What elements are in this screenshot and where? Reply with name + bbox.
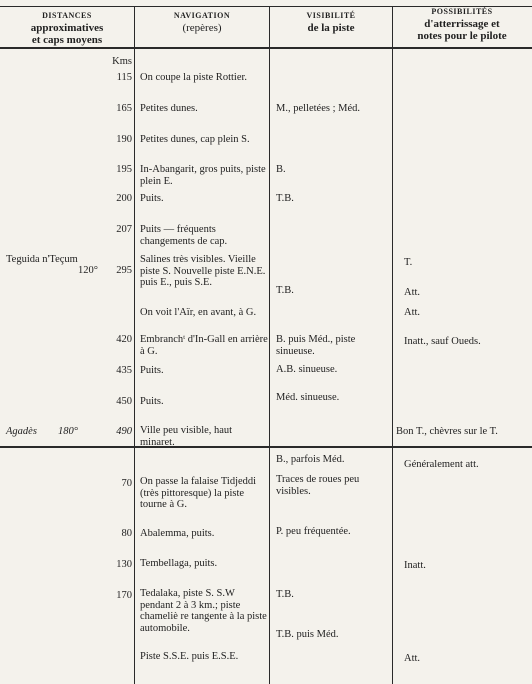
- vis-text: M., pelletées ; Méd.: [276, 103, 360, 114]
- nav-text: Salines très visibles. Vieille piste S. Nouvelle piste E.N.E. puis E., puis S.E.: [140, 254, 266, 288]
- vis-text: A.B. sinueuse.: [276, 364, 338, 375]
- landing-note: Généralement att.: [404, 459, 479, 470]
- header-distances: [2, 10, 132, 46]
- km-value: 165: [116, 103, 132, 114]
- km-value: 295: [116, 265, 132, 276]
- km-value: 420: [116, 334, 132, 345]
- header-possibilities-title: POSSIBILITÉS: [431, 7, 493, 16]
- header-navigation: [136, 10, 268, 34]
- vis-text: Traces de roues peu visibles.: [276, 474, 360, 497]
- km-value: 190: [116, 134, 132, 145]
- vis-text: T.B.: [276, 589, 294, 600]
- nav-text: Abalemma, puits.: [140, 528, 215, 539]
- km-value: 207: [116, 224, 132, 235]
- km-value: 130: [116, 559, 132, 570]
- vis-text: P. peu fréquentée.: [276, 526, 351, 537]
- header-distances-title: DISTANCES: [42, 11, 92, 20]
- vis-text: T.B. puis Méd.: [276, 629, 339, 640]
- column-rule-2: [269, 6, 270, 684]
- header-visibility-title: VISIBILITÉ: [306, 11, 356, 20]
- nav-text: Piste S.S.E. puis E.S.E.: [140, 651, 239, 662]
- landing-note: Att.: [404, 307, 421, 318]
- landing-note: Inatt., sauf Oueds.: [404, 336, 481, 347]
- vis-text: B. puis Méd., piste sinueuse.: [276, 334, 356, 357]
- nav-text: Puits — fréquents changements de cap.: [140, 224, 228, 247]
- nav-text: On voit l'Aïr, en avant, à G.: [140, 307, 257, 318]
- header-distances-sub1: approximatives: [30, 22, 104, 34]
- vis-text: B.: [276, 164, 286, 175]
- header-navigation-title: NAVIGATION: [173, 11, 231, 20]
- landing-note: T.: [404, 257, 413, 268]
- nav-text: Tembellaga, puits.: [140, 558, 218, 569]
- nav-text: Ville peu visible, haut minaret.: [140, 425, 233, 448]
- nav-text: Puits.: [140, 193, 164, 204]
- km-value: 450: [116, 396, 132, 407]
- nav-text: On passe la falaise Tidjeddi (très pittoresque) la piste tourne à G.: [140, 476, 257, 510]
- km-value: 200: [116, 193, 132, 204]
- km-value: 115: [116, 72, 132, 83]
- column-rule-1: [134, 6, 135, 684]
- nav-text: Puits.: [140, 396, 164, 407]
- landing-note: Att.: [404, 287, 421, 298]
- km-value: 80: [121, 528, 132, 539]
- nav-text: On coupe la piste Rottier.: [140, 72, 248, 83]
- unit-label: Kms: [112, 56, 132, 67]
- km-value: 170: [116, 590, 132, 601]
- km-value: 195: [116, 164, 132, 175]
- header-distances-sub2: et caps moyens: [31, 34, 103, 46]
- cap-value: 120°: [78, 265, 98, 276]
- nav-text: Petites dunes, cap plein S.: [140, 134, 250, 145]
- place-name: Agadès: [6, 426, 37, 437]
- header-visibility-sub: de la piste: [307, 22, 355, 34]
- vis-text: T.B.: [276, 285, 294, 296]
- vis-text: T.B.: [276, 193, 294, 204]
- header-navigation-sub: (repères): [182, 22, 222, 34]
- km-value: 435: [116, 365, 132, 376]
- landing-note: Att.: [404, 653, 421, 664]
- place-name: Teguida n'Teçum: [6, 254, 78, 265]
- landing-note: Inatt.: [404, 560, 426, 571]
- nav-text: Tedalaka, piste S. S.W pendant 2 à 3 km.; piste chameliè re tangente à la piste automobile.: [140, 588, 267, 634]
- nav-text: Puits.: [140, 365, 164, 376]
- cap-value: 180°: [58, 426, 78, 437]
- vis-text: B., parfois Méd.: [276, 454, 345, 465]
- nav-text: Embranchᵗ d'In-Gall en arrière à G.: [140, 334, 268, 357]
- header-possibilities: [393, 6, 531, 42]
- vis-text: Méd. sinueuse.: [276, 392, 340, 403]
- km-value: 490: [116, 426, 132, 437]
- nav-text: Petites dunes.: [140, 103, 198, 114]
- header-possibilities-sub2: notes pour le pilote: [417, 30, 507, 42]
- column-rule-3: [392, 6, 393, 684]
- header-rule: [0, 47, 532, 49]
- header-possibilities-sub1: d'atterrissage et: [424, 18, 500, 30]
- nav-text: In-Abangarit, gros puits, piste plein E.: [140, 164, 266, 187]
- km-value: 70: [121, 478, 132, 489]
- landing-note: Bon T., chèvres sur le T.: [396, 426, 498, 437]
- header-visibility: [271, 10, 391, 34]
